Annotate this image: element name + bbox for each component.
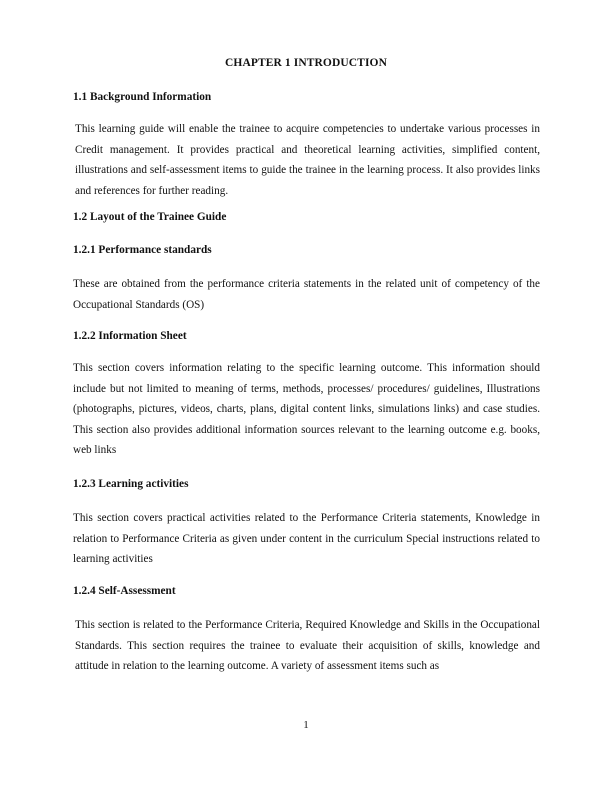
paragraph-self-assessment: This section is related to the Performance Criteria, Required Knowledge and Skills in the Occupational Standards. This section requires the trainee to evaluate their acquisition of skills, knowledge and attitude in relation to the learning outcome. A variety of assessment items such as xyxy=(75,619,540,673)
paragraph-information-sheet: This section covers information relating to the specific learning outcome. This information should include but not limited to meaning of terms, methods, processes/ procedures/ guidelines, Illustrations (photographs, pictures, videos, charts, plans, digital content links, simulations links) and case studies. This section also provides additional information sources relevant to the learning outcome e.g. books, web links xyxy=(73,362,540,457)
section-heading-performance-standards: 1.2.1 Performance standards xyxy=(73,244,212,256)
section-heading-information-sheet: 1.2.2 Information Sheet xyxy=(73,330,187,342)
section-heading-background-information: 1.1 Background Information xyxy=(73,91,212,103)
paragraph-background-information: This learning guide will enable the trainee to acquire competencies to undertake various processes in Credit management. It provides practical and theoretical learning activities, simplified content, illustrations and self-assessment items to guide the trainee in the learning process. It also provides links and references for further reading. xyxy=(75,123,540,197)
page-number: 1 xyxy=(303,719,309,731)
paragraph-performance-standards: These are obtained from the performance criteria statements in the related unit of competency of the Occupational Standards (OS) xyxy=(73,278,540,311)
section-heading-layout-of-trainee-guide: 1.2 Layout of the Trainee Guide xyxy=(73,211,227,223)
section-heading-self-assessment: 1.2.4 Self-Assessment xyxy=(73,585,176,597)
section-heading-learning-activities: 1.2.3 Learning activities xyxy=(73,478,189,490)
chapter-title: CHAPTER 1 INTRODUCTION xyxy=(225,57,387,69)
paragraph-learning-activities: This section covers practical activities related to the Performance Criteria statements, Knowledge in relation to Performance Criteria as given under content in the curriculum Special instructions related to learning activities xyxy=(73,512,540,566)
